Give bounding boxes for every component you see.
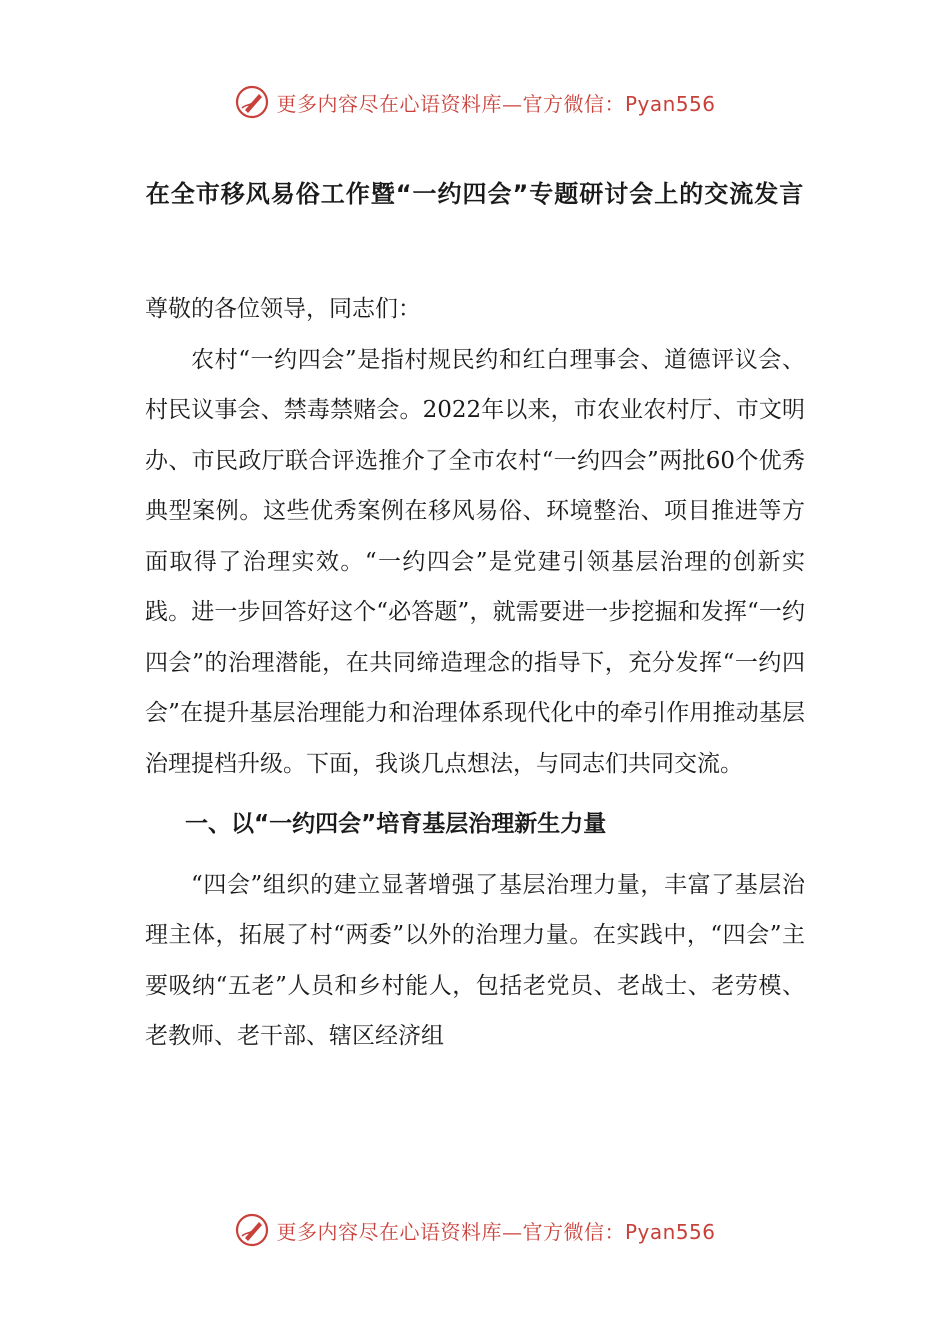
watermark-text: 更多内容尽在心语资料库—官方微信：Pyan556 [276,1219,716,1244]
paragraph: 农村“一约四会”是指村规民约和红白理事会、道德评议会、村民议事会、禁毒禁赌会。2022年以来，市农业农村厅、市文明办、市民政厅联合评选推介了全市农村“一约四会”两批60个优秀典型案例。这些优秀案例在移风易俗、环境整治、项目推进等方面取得了治理实效。“一约四会”是党建引领基层治理的创新实践。进一步回答好这个“必答题”，就需要进一步挖掘和发挥“一约四会”的治理潜能，在共同缔造理念的指导下，充分发挥“一约四会”在提升基层治理能力和治理体系现代化中的牵引作用推动基层治理提档升级。下面，我谈几点想法，与同志们共同交流。 [145,346,805,777]
wechat-id: Pyan556 [624,91,716,116]
watermark-footer [0,1210,950,1250]
pen-logo-icon [234,1212,270,1248]
salutation: 尊敬的各位领导，同志们： [145,296,421,322]
pen-logo-icon [234,84,270,120]
watermark-text: 更多内容尽在心语资料库—官方微信：Pyan556 [276,91,716,116]
paragraph: “四会”组织的建立显著增强了基层治理力量，丰富了基层治理主体，拓展了村“两委”以外的治理力量。在实践中，“四会”主要吸纳“五老”人员和乡村能人，包括老党员、老战士、老劳模、老教师、老干部、辖区经济组 [145,871,805,1049]
watermark-header [0,82,950,122]
wechat-id: Pyan556 [624,1219,716,1244]
document-title: 在全市移风易俗工作暨“一约四会”专题研讨会上的交流发言 [145,180,805,208]
section-heading: 一、以“一约四会”培育基层治理新生力量 [185,811,607,837]
document-body [145,284,805,1062]
